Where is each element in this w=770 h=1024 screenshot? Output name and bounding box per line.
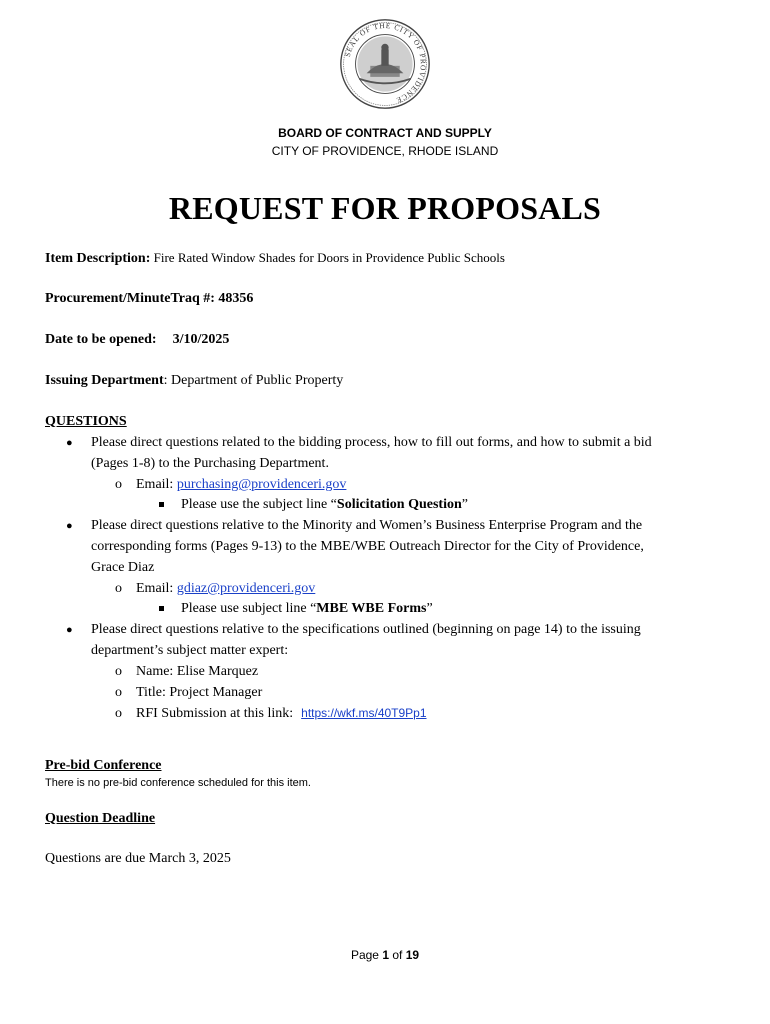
item-description: [45, 250, 505, 267]
bullet-dot-icon: ●: [66, 520, 73, 532]
deadline-text: Questions are due March 3, 2025: [45, 851, 231, 866]
date-opened-label: Date to be opened:: [45, 332, 157, 347]
q2-line-1: Please direct questions relative to the Minority and Women’s Business Enterprise Program and the: [91, 518, 643, 533]
item-description-value: Fire Rated Window Shades for Doors in Providence Public Schools: [150, 250, 505, 265]
circle-bullet-icon: o: [115, 685, 122, 700]
questions-heading: QUESTIONS: [45, 414, 127, 429]
page-total: 19: [405, 948, 420, 962]
board-heading: BOARD OF CONTRACT AND SUPPLY: [278, 126, 492, 140]
prebid-text: There is no pre-bid conference scheduled for this item.: [45, 777, 311, 789]
svg-text:SEAL OF THE CITY OF PROVIDENCE: SEAL OF THE CITY OF PROVIDENCE: [342, 21, 428, 106]
circle-bullet-icon: o: [115, 706, 122, 721]
q2-subject-prefix: Please use subject line “: [181, 601, 317, 616]
page-of: of: [389, 948, 406, 962]
q2-line-3: Grace Diaz: [91, 560, 155, 575]
q2-email: [136, 581, 315, 597]
page-label: Page: [350, 948, 383, 962]
q1-subject-suffix: ”: [461, 497, 468, 512]
q3-line-1: Please direct questions relative to the specifications outlined (beginning on page 14) to the issuing: [91, 622, 641, 637]
q3-title: Title: Project Manager: [136, 685, 263, 700]
issuing-department: [45, 373, 343, 389]
q3-name: Name: Elise Marquez: [136, 664, 259, 679]
bullet-dot-icon: ●: [66, 624, 73, 636]
q1-subject: [181, 497, 468, 513]
purchasing-email-link[interactable]: purchasing@providenceri.gov: [176, 477, 347, 492]
issuing-department-value: : Department of Public Property: [163, 373, 344, 388]
document-title: REQUEST FOR PROPOSALS: [168, 190, 602, 226]
rfi-submission-link[interactable]: https://wkf.ms/40T9Pp1: [301, 706, 427, 720]
q1-subject-value: Solicitation Question: [336, 497, 462, 512]
date-opened: [45, 332, 229, 348]
q3-line-2: department’s subject matter expert:: [91, 643, 289, 658]
q2-subject-value: MBE WBE Forms: [316, 601, 427, 616]
mbe-email-link[interactable]: gdiaz@providenceri.gov: [176, 581, 316, 596]
page-number: [0, 948, 770, 962]
q1-email: [136, 477, 346, 493]
q3-rfi: [136, 706, 427, 722]
date-opened-value: 3/10/2025: [172, 332, 230, 347]
circle-bullet-icon: o: [115, 581, 122, 596]
item-description-label: Item Description:: [45, 251, 151, 266]
circle-bullet-icon: o: [115, 477, 122, 492]
city-seal-logo: [339, 18, 431, 110]
procurement-number: Procurement/MinuteTraq #: 48356: [45, 291, 254, 306]
q1-line-1: Please direct questions related to the bidding process, how to fill out forms, and how to submit a bid: [91, 435, 652, 450]
bullet-dot-icon: ●: [66, 437, 73, 449]
q2-subject: [181, 601, 433, 617]
q2-subject-suffix: ”: [426, 601, 433, 616]
circle-bullet-icon: o: [115, 664, 122, 679]
q2-line-2: corresponding forms (Pages 9-13) to the MBE/WBE Outreach Director for the City of Providence,: [91, 539, 644, 554]
q1-subject-prefix: Please use the subject line “: [181, 497, 337, 512]
deadline-heading: Question Deadline: [45, 811, 156, 826]
page-current: 1: [382, 948, 389, 962]
q1-line-2: (Pages 1-8) to the Purchasing Department.: [91, 456, 329, 471]
q2-email-label: Email:: [136, 581, 177, 596]
square-bullet-icon: [159, 606, 164, 611]
q3-rfi-label: RFI Submission at this link:: [136, 706, 294, 721]
q1-email-label: Email:: [136, 477, 177, 492]
issuing-department-label: Issuing Department: [45, 373, 164, 388]
square-bullet-icon: [159, 502, 164, 507]
city-heading: CITY OF PROVIDENCE, RHODE ISLAND: [271, 144, 499, 158]
prebid-heading: Pre-bid Conference: [45, 758, 162, 773]
